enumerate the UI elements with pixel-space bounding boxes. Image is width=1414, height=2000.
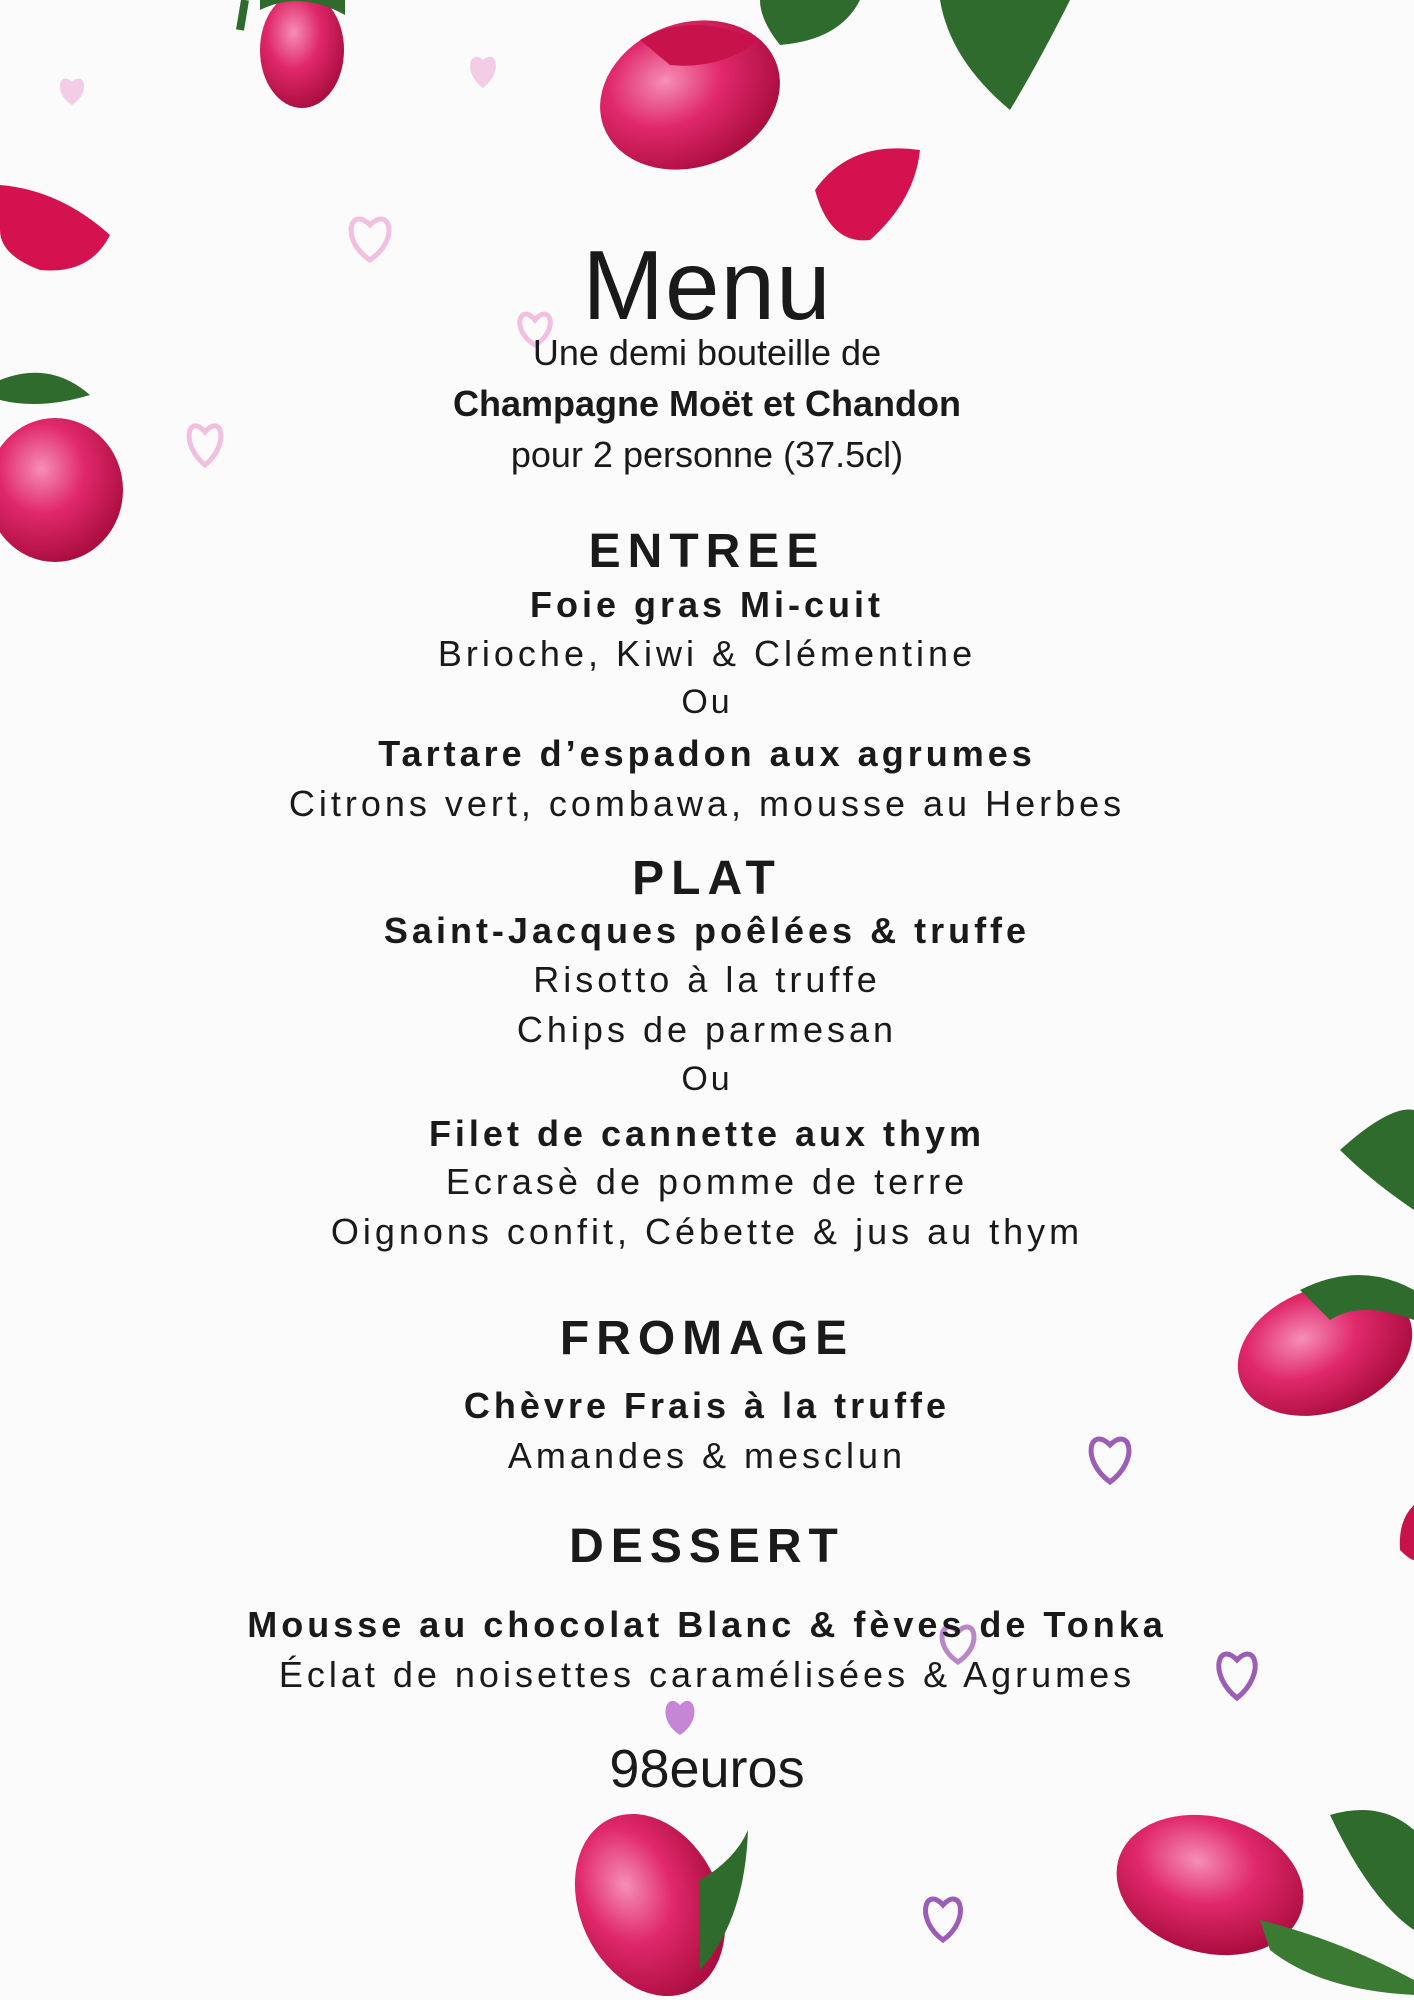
price: 98euros [609,1739,805,1799]
intro-line-2: Champagne Moët et Chandon [452,383,961,424]
heart-icon [60,79,84,105]
leaf-icon [760,0,1070,110]
section-heading-fromage: FROMAGE [559,1312,855,1365]
entree-dish-2-desc: Citrons vert, combawa, mousse au Herbes [288,783,1126,824]
fromage-desc: Amandes & mesclun [507,1435,907,1476]
dessert-dish: Mousse au chocolat Blanc & fèves de Tonka [247,1604,1167,1645]
dessert-desc: Éclat de noisettes caramélisées & Agrumes [278,1654,1136,1695]
entree-dish-1-desc: Brioche, Kiwi & Clémentine [437,633,977,674]
intro-line-1: Une demi bouteille de [532,332,882,373]
entree-dish-1: Foie gras Mi-cuit [529,584,885,625]
plat-or: Ou [681,1060,733,1098]
plat-dish-2: Filet de cannette aux thym [428,1113,986,1154]
heart-icon [470,57,496,88]
rose-icon [240,0,345,108]
intro-line-3: pour 2 personne (37.5cl) [510,434,904,475]
fromage-dish: Chèvre Frais à la truffe [463,1385,951,1426]
plat-dish-1-desc-2: Chips de parmesan [516,1009,898,1050]
plat-dish-1-desc-1: Risotto à la truffe [533,959,881,1000]
entree-dish-2: Tartare d’espadon aux agrumes [378,733,1036,774]
rose-icon [579,0,801,194]
rose-icon [546,1789,753,2000]
section-heading-plat: PLAT [632,852,782,905]
plat-dish-2-desc-1: Ecrasè de pomme de terre [445,1161,969,1202]
section-heading-entree: ENTREE [588,525,826,578]
plat-dish-2-desc-2: Oignons confit, Cébette & jus au thym [330,1211,1084,1252]
petal-icon [815,148,920,240]
plat-dish-1: Saint-Jacques poêlées & truffe [383,910,1031,951]
heart-icon [926,1899,961,1940]
heart-icon [666,1701,695,1735]
section-heading-dessert: DESSERT [569,1520,845,1573]
menu-title: Menu [582,230,832,340]
entree-or: Ou [681,683,733,721]
